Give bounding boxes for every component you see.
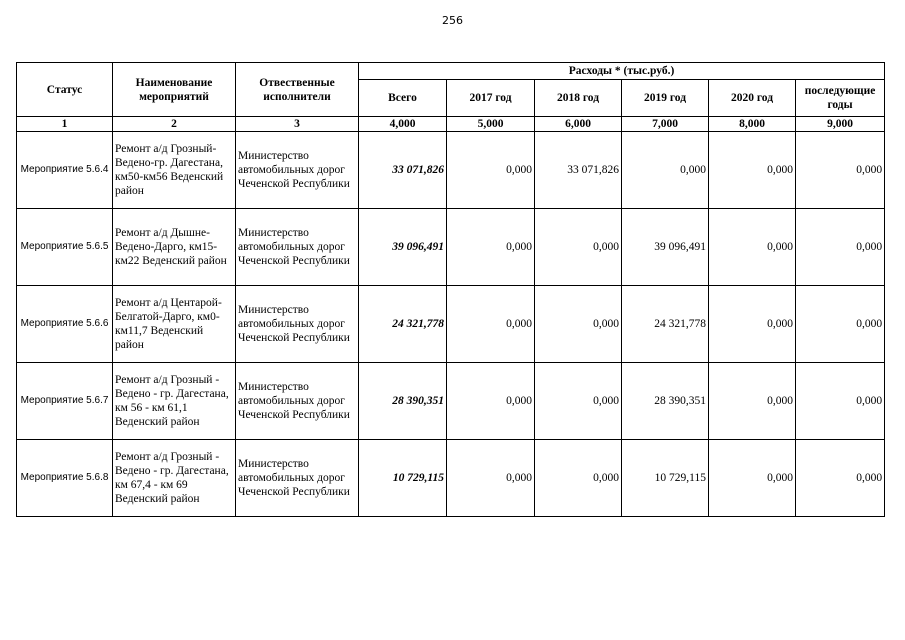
value-later-cell: 0,000 (796, 363, 885, 440)
value-2019-cell: 28 390,351 (622, 363, 709, 440)
value-2019-cell: 0,000 (622, 132, 709, 209)
header-col-total: Всего (359, 80, 447, 117)
value-later-cell: 0,000 (796, 209, 885, 286)
value-2017-cell: 0,000 (447, 363, 535, 440)
status-cell: Мероприятие 5.6.5 (17, 209, 113, 286)
value-2020-cell: 0,000 (709, 286, 796, 363)
status-cell: Мероприятие 5.6.8 (17, 440, 113, 517)
executor-cell (236, 209, 359, 286)
executor-cell-text: Министерство автомобильных дорог Чеченской Республики (238, 150, 350, 190)
name-cell-text: Ремонт а/д Грозный - Ведено - гр. Дагестана, км 56 - км 61,1 Веденский район (115, 374, 229, 428)
name-cell (113, 286, 236, 363)
value-2018-cell: 0,000 (535, 286, 622, 363)
total-cell: 39 096,491 (359, 209, 447, 286)
column-number: 7,000 (622, 117, 709, 132)
table-row (17, 286, 885, 363)
expenses-table (16, 62, 885, 517)
name-cell-text: Ремонт а/д Центарой-Белгатой-Дарго, км0-км11,7 Веденский район (115, 297, 222, 351)
table-row (17, 132, 885, 209)
table-row (17, 363, 885, 440)
name-cell (113, 363, 236, 440)
status-cell: Мероприятие 5.6.6 (17, 286, 113, 363)
header-col-2018: 2018 год (535, 80, 622, 117)
value-2020-cell: 0,000 (709, 440, 796, 517)
column-number: 8,000 (709, 117, 796, 132)
name-cell (113, 209, 236, 286)
value-2019-cell: 24 321,778 (622, 286, 709, 363)
name-cell-text: Ремонт а/д Дышне-Ведено-Дарго, км15-км22 Веденский район (115, 227, 227, 267)
value-2017-cell: 0,000 (447, 286, 535, 363)
header-name: Наименование мероприятий (113, 63, 236, 117)
value-later-cell: 0,000 (796, 440, 885, 517)
name-cell (113, 132, 236, 209)
table-row (17, 209, 885, 286)
value-2017-cell: 0,000 (447, 209, 535, 286)
total-cell: 10 729,115 (359, 440, 447, 517)
value-2019-cell: 39 096,491 (622, 209, 709, 286)
executor-cell-text: Министерство автомобильных дорог Чеченской Республики (238, 458, 350, 498)
executor-cell-text: Министерство автомобильных дорог Чеченской Республики (238, 304, 350, 344)
executor-cell-text: Министерство автомобильных дорог Чеченской Республики (238, 227, 350, 267)
executor-cell (236, 363, 359, 440)
column-number: 2 (113, 117, 236, 132)
column-number-row (17, 117, 885, 132)
value-2020-cell: 0,000 (709, 209, 796, 286)
name-cell (113, 440, 236, 517)
value-2018-cell: 0,000 (535, 209, 622, 286)
header-col-2017: 2017 год (447, 80, 535, 117)
column-number: 6,000 (535, 117, 622, 132)
value-2018-cell: 0,000 (535, 363, 622, 440)
column-number: 9,000 (796, 117, 885, 132)
value-2019-cell: 10 729,115 (622, 440, 709, 517)
total-cell: 24 321,778 (359, 286, 447, 363)
executor-cell (236, 440, 359, 517)
executor-cell (236, 132, 359, 209)
value-2017-cell: 0,000 (447, 440, 535, 517)
column-number: 1 (17, 117, 113, 132)
value-2018-cell: 0,000 (535, 440, 622, 517)
name-cell-text: Ремонт а/д Грозный-Ведено-гр. Дагестана, км50-км56 Веденский район (115, 143, 224, 197)
status-cell: Мероприятие 5.6.4 (17, 132, 113, 209)
value-later-cell: 0,000 (796, 132, 885, 209)
total-cell: 28 390,351 (359, 363, 447, 440)
page-number: 256 (442, 14, 463, 27)
table-row (17, 440, 885, 517)
header-status: Статус (17, 63, 113, 117)
name-cell-text: Ремонт а/д Грозный - Ведено - гр. Дагестана, км 67,4 - км 69 Веденский район (115, 451, 229, 505)
value-2018-cell: 33 071,826 (535, 132, 622, 209)
header-col-2019: 2019 год (622, 80, 709, 117)
column-number: 5,000 (447, 117, 535, 132)
header-col-2020: 2020 год (709, 80, 796, 117)
executor-cell (236, 286, 359, 363)
value-2017-cell: 0,000 (447, 132, 535, 209)
status-cell: Мероприятие 5.6.7 (17, 363, 113, 440)
header-col-later: последующие годы (796, 80, 885, 117)
value-later-cell: 0,000 (796, 286, 885, 363)
value-2020-cell: 0,000 (709, 132, 796, 209)
column-number: 3 (236, 117, 359, 132)
value-2020-cell: 0,000 (709, 363, 796, 440)
header-expenses: Расходы * (тыс.руб.) (359, 63, 885, 80)
column-number: 4,000 (359, 117, 447, 132)
total-cell: 33 071,826 (359, 132, 447, 209)
header-executors: Отвественные исполнители (236, 63, 359, 117)
executor-cell-text: Министерство автомобильных дорог Чеченской Республики (238, 381, 350, 421)
